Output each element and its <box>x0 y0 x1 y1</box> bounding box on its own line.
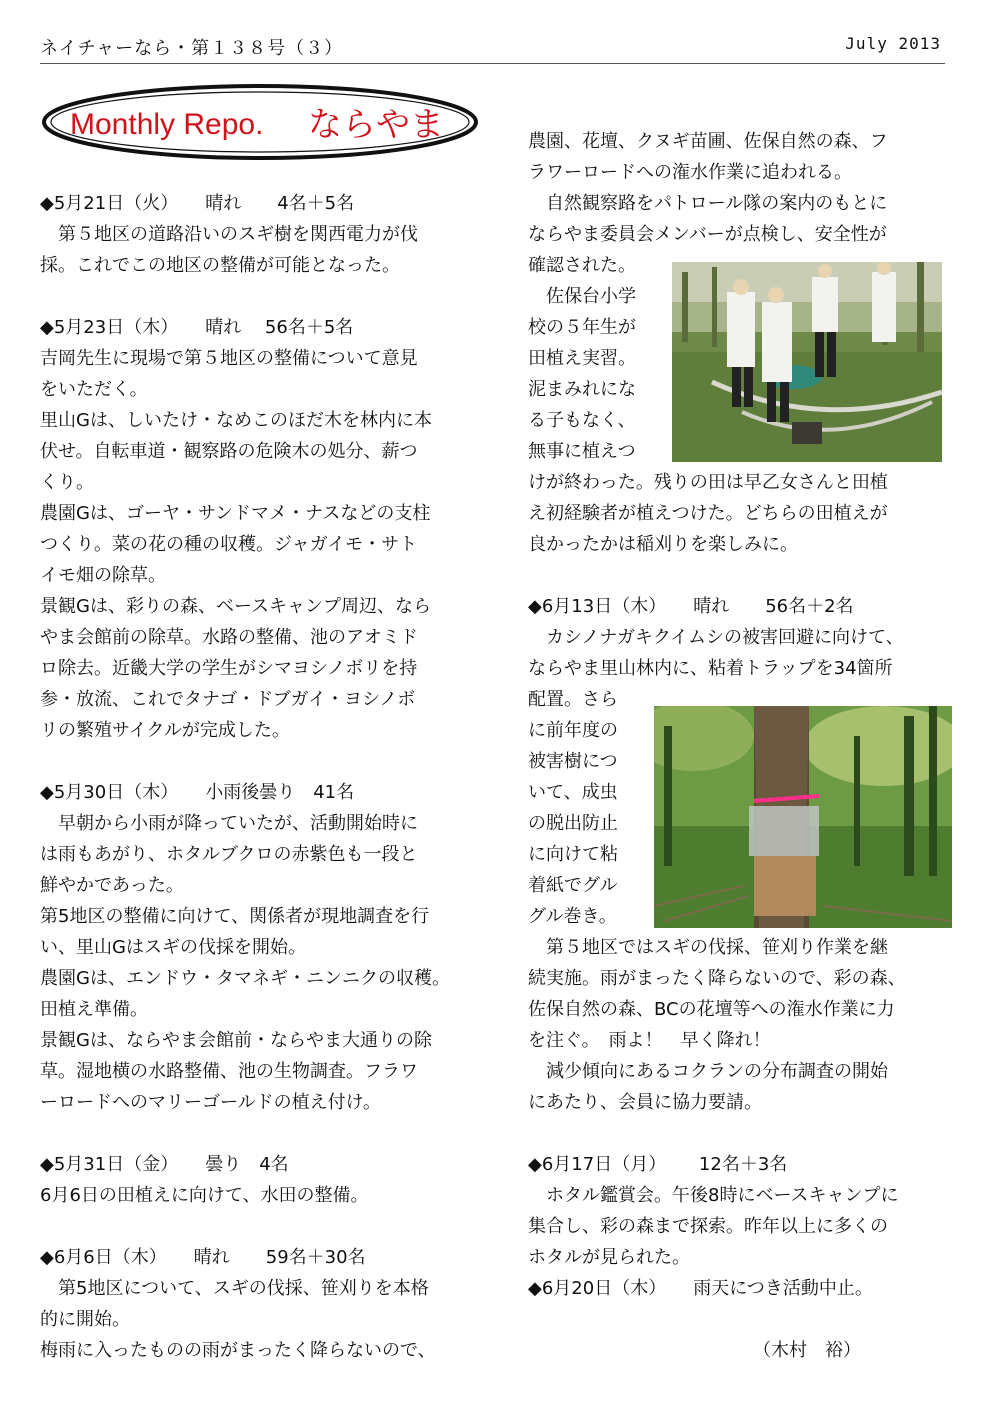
logo-text-jp: ならやま <box>308 105 444 145</box>
text-line: 無事に植えつ <box>528 441 636 462</box>
text-line: ならやま里山林内に、粘着トラップを34箇所 <box>528 658 893 679</box>
photo-tree-trap <box>654 706 952 928</box>
text-line: 田植え実習。 <box>528 348 636 369</box>
entry-date-line: ◆6月6日（木） 晴れ 59名＋30名 <box>40 1247 366 1268</box>
left-column <box>40 188 500 1366</box>
text-line: をいただく。 <box>40 379 148 400</box>
text-line: 佐保自然の森、BCの花壇等への潅水作業に力 <box>528 999 895 1020</box>
text-line: 農園、花壇、クヌギ苗圃、佐保自然の森、フ <box>528 131 888 152</box>
logo-text-latin: Monthly Repo. <box>70 108 264 141</box>
monthly-repo-logo <box>40 82 480 162</box>
paragraph-gap <box>528 560 958 591</box>
text-line: 第５地区ではスギの伐採、笹刈り作業を継 <box>528 937 888 958</box>
page-header <box>40 34 945 64</box>
text-line: 景観Gは、彩りの森、ベースキャンプ周辺、なら <box>40 596 432 617</box>
text-line: ならやま委員会メンバーが点検し、安全性が <box>528 224 887 245</box>
text-line: ラワーロードへの潅水作業に追われる。 <box>528 162 852 183</box>
text-line: ロ除去。近畿大学の学生がシマヨシノボリを持 <box>40 658 418 679</box>
text-line: い、里山Gはスギの伐採を開始。 <box>40 937 306 958</box>
text-line: リの繁殖サイクルが完成した。 <box>40 720 290 741</box>
text-line: カシノナガキクイムシの被害回避に向けて、 <box>528 627 904 648</box>
paragraph-gap <box>40 1118 500 1149</box>
paragraph-gap <box>40 1211 500 1242</box>
text-line: （木村 裕） <box>528 1340 861 1361</box>
text-line: に向けて粘 <box>528 844 618 865</box>
text-line: 里山Gは、しいたけ・なめこのほだ木を林内に本 <box>40 410 432 431</box>
text-line: やま会館前の除草。水路の整備、池のアオミド <box>40 627 418 648</box>
text-line: 田植え準備。 <box>40 999 148 1020</box>
entry-date-line: ◆5月21日（火） 晴れ 4名＋5名 <box>40 193 355 214</box>
paragraph-gap <box>40 746 500 777</box>
text-line: 佐保台小学 <box>528 286 636 307</box>
text-line: る子もなく、 <box>528 410 636 431</box>
text-line: 配置。さら <box>528 689 618 710</box>
text-line: 第５地区の道路沿いのスギ樹を関西電力が伐 <box>40 224 418 245</box>
text-line: 吉岡先生に現場で第５地区の整備について意見 <box>40 348 418 369</box>
text-line: イモ畑の除草。 <box>40 565 166 586</box>
text-line: は雨もあがり、ホタルブクロの赤紫色も一段と <box>40 844 418 865</box>
text-line: 確認された。 <box>528 255 636 276</box>
text-line: 減少傾向にあるコクランの分布調査の開始 <box>528 1061 888 1082</box>
entry-date-line: ◆6月20日（木） 雨天につき活動中止。 <box>528 1278 873 1299</box>
text-line: 草。湿地横の水路整備、池の生物調査。フラワ <box>40 1061 418 1082</box>
text-line: 自然観察路をパトロール隊の案内のもとに <box>528 193 888 214</box>
entry-date-line: ◆5月31日（金） 曇り 4名 <box>40 1154 289 1175</box>
text-line: 被害樹につ <box>528 751 618 772</box>
text-line: 続実施。雨がまったく降らないので、彩の森、 <box>528 968 906 989</box>
text-line: 景観Gは、ならやま会館前・ならやま大通りの除 <box>40 1030 432 1051</box>
issue-date: July 2013 <box>845 34 941 53</box>
entry-date-line: ◆5月30日（木） 小雨後曇り 41名 <box>40 782 355 803</box>
text-line: 農園Gは、ゴーヤ・サンドマメ・ナスなどの支柱 <box>40 503 431 524</box>
text-line: 参・放流、これでタナゴ・ドブガイ・ヨシノボ <box>40 689 416 710</box>
text-line: 早朝から小雨が降っていたが、活動開始時に <box>40 813 418 834</box>
text-line: 集合し、彩の森まで探索。昨年以上に多くの <box>528 1216 888 1237</box>
text-line: を注ぐ。 雨よ！ 早く降れ！ <box>528 1030 771 1051</box>
text-line: にあたり、会員に協力要請。 <box>528 1092 762 1113</box>
newsletter-issue-title: ネイチャーなら・第１３８号（３） <box>40 38 344 59</box>
text-line: 良かったかは稲刈りを楽しみに。 <box>528 534 798 555</box>
text-line: 第5地区の整備に向けて、関係者が現地調査を行 <box>40 906 430 927</box>
text-line: 6月6日の田植えに向けて、水田の整備。 <box>40 1185 369 1206</box>
photo-pump-workers <box>672 262 942 462</box>
entry-date-line: ◆6月17日（月） 12名＋3名 <box>528 1154 788 1175</box>
text-line: 鮮やかであった。 <box>40 875 184 896</box>
text-line: 伏せ。自転車道・観察路の危険木の処分、薪つ <box>40 441 418 462</box>
text-line: ホタル鑑賞会。午後8時にベースキャンプに <box>528 1185 899 1206</box>
text-line: え初経験者が植えつけた。どちらの田植えが <box>528 503 888 524</box>
text-line: 的に開始。 <box>40 1309 130 1330</box>
text-line: 採。これでこの地区の整備が可能となった。 <box>40 255 400 276</box>
text-line: 梅雨に入ったものの雨がまったく降らないので、 <box>40 1340 436 1361</box>
text-line: 着紙でグル <box>528 875 618 896</box>
text-line: 校の５年生が <box>528 317 636 338</box>
text-line: 農園Gは、エンドウ・タマネギ・ニンニクの収穫。 <box>40 968 450 989</box>
paragraph-gap <box>528 1304 958 1335</box>
text-line: ホタルが見られた。 <box>528 1247 690 1268</box>
paragraph-gap <box>40 281 500 312</box>
text-line: 泥まみれにな <box>528 379 636 400</box>
text-line: に前年度の <box>528 720 618 741</box>
entry-date-line: ◆6月13日（木） 晴れ 56名＋2名 <box>528 596 854 617</box>
text-line: いて、成虫 <box>528 782 618 803</box>
text-line: ーロードへのマリーゴールドの植え付け。 <box>40 1092 381 1113</box>
text-line: の脱出防止 <box>528 813 618 834</box>
text-line: くり。 <box>40 472 94 493</box>
text-line: グル巻き。 <box>528 906 617 927</box>
entry-date-line: ◆5月23日（木） 晴れ 56名＋5名 <box>40 317 354 338</box>
text-line: 第5地区について、スギの伐採、笹刈りを本格 <box>40 1278 429 1299</box>
text-line: つくり。菜の花の種の収穫。ジャガイモ・サト <box>40 534 418 555</box>
paragraph-gap <box>528 1118 958 1149</box>
text-line: けが終わった。残りの田は早乙女さんと田植 <box>528 472 888 493</box>
